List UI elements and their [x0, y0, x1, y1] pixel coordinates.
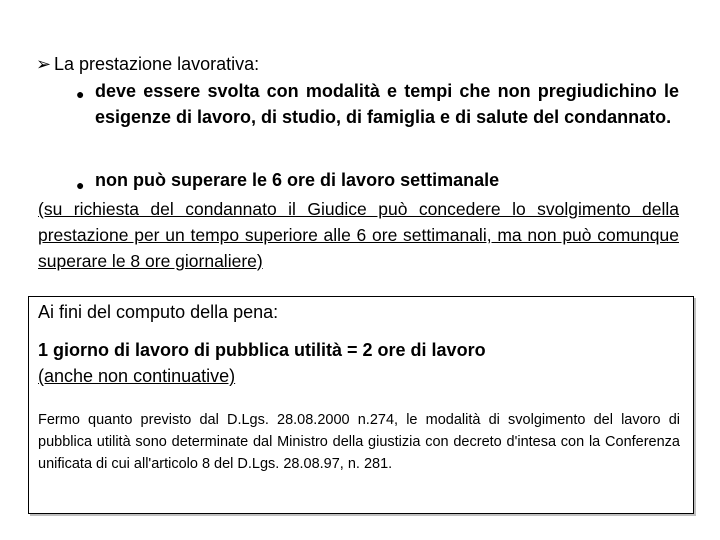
- arrow-bullet-icon: ➢: [36, 54, 52, 74]
- box-rule-note: (anche non continuative): [38, 366, 236, 386]
- box-rule: 1 giorno di lavoro di pubblica utilità = 2 ore di lavoro: [38, 340, 486, 360]
- bullet-2-note: (su richiesta del condannato il Giudice può concedere lo svolgimento della prestazione per un tempo superiore alle 6 ore settimanali, ma non può comunque superare le 8 ore giornaliere): [38, 199, 679, 271]
- box-legal-text: Fermo quanto previsto dal D.Lgs. 28.08.2000 n.274, le modalità di svolgimento del lavoro di pubblica utilità sono determinate dal Ministro della giustizia con decreto d'intesa con la Conferenza unificata di cui all'articolo 8 del D.Lgs. 28.08.97, n. 281.: [38, 412, 680, 472]
- box-intro: Ai fini del computo della pena:: [38, 302, 279, 322]
- bullet-dot-icon: ●: [76, 86, 85, 102]
- bullet-2-text: non può superare le 6 ore di lavoro settimanale: [95, 170, 500, 190]
- heading-text: La prestazione lavorativa:: [54, 54, 260, 74]
- section-heading: [36, 54, 259, 75]
- bullet-1-text: deve essere svolta con modalità e tempi che non pregiudichino le esigenze di lavoro, di studio, di famiglia e di salute del condannato.: [95, 81, 679, 127]
- computation-box: [28, 296, 694, 514]
- bullet-dot-icon: ●: [76, 177, 85, 193]
